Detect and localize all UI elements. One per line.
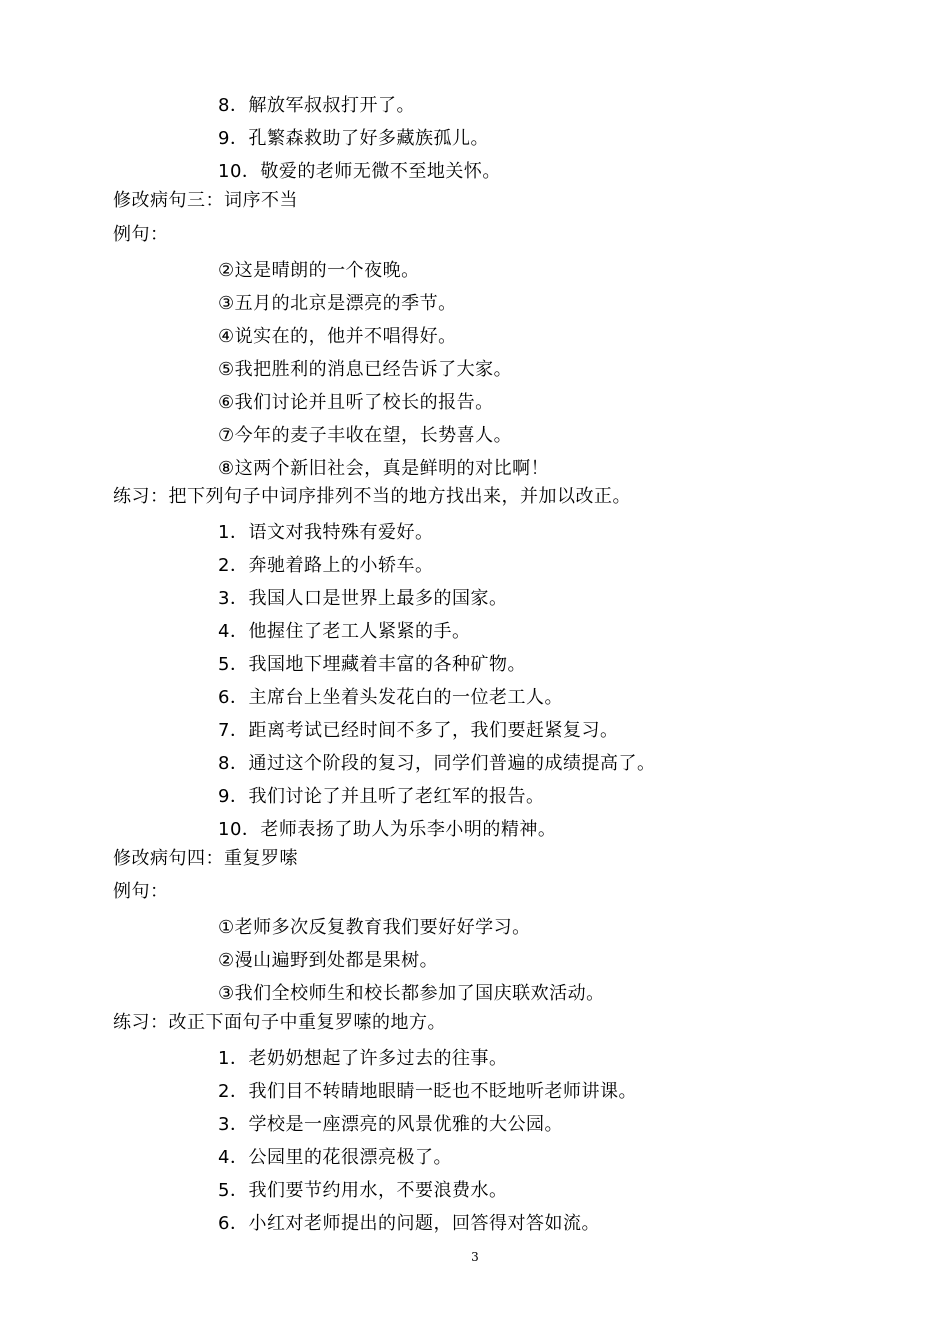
exercise-item: 6．小红对老师提出的问题，回答得对答如流。 bbox=[218, 1213, 600, 1234]
exercise-item: 2．奔驰着路上的小轿车。 bbox=[218, 555, 434, 576]
exercise-label: 练习：改正下面句子中重复罗嗦的地方。 bbox=[113, 1012, 446, 1033]
exercise-item: 1．语文对我特殊有爱好。 bbox=[218, 522, 434, 543]
exercise-item: 10．老师表扬了助人为乐李小明的精神。 bbox=[218, 819, 557, 840]
exercise-item: 5．我国地下埋藏着丰富的各种矿物。 bbox=[218, 654, 526, 675]
example-label: 例句： bbox=[113, 881, 169, 902]
section-heading: 修改病句四：重复罗嗦 bbox=[113, 848, 298, 869]
example-item: ⑧这两个新旧社会，真是鲜明的对比啊！ bbox=[218, 458, 550, 479]
exercise-item: 4．他握住了老工人紧紧的手。 bbox=[218, 621, 471, 642]
page-number: 3 bbox=[471, 1250, 479, 1264]
example-item: ⑥我们讨论并且听了校长的报告。 bbox=[218, 392, 494, 413]
exercise-item: 3．学校是一座漂亮的风景优雅的大公园。 bbox=[218, 1114, 563, 1135]
exercise-label: 练习：把下列句子中词序排列不当的地方找出来，并加以改正。 bbox=[113, 486, 631, 507]
exercise-item: 1．老奶奶想起了许多过去的往事。 bbox=[218, 1048, 508, 1069]
top-item: 10．敬爱的老师无微不至地关怀。 bbox=[218, 161, 501, 182]
example-item: ②漫山遍野到处都是果树。 bbox=[218, 950, 439, 971]
example-item: ⑤我把胜利的消息已经告诉了大家。 bbox=[218, 359, 513, 380]
example-item: ⑦今年的麦子丰收在望，长势喜人。 bbox=[218, 425, 513, 446]
top-item: 9．孔繁森救助了好多藏族孤儿。 bbox=[218, 128, 489, 149]
example-item: ④说实在的，他并不唱得好。 bbox=[218, 326, 457, 347]
exercise-item: 8．通过这个阶段的复习，同学们普遍的成绩提高了。 bbox=[218, 753, 656, 774]
example-label: 例句： bbox=[113, 224, 169, 245]
top-item: 8．解放军叔叔打开了。 bbox=[218, 95, 415, 116]
exercise-item: 3．我国人口是世界上最多的国家。 bbox=[218, 588, 508, 609]
exercise-item: 6．主席台上坐着头发花白的一位老工人。 bbox=[218, 687, 563, 708]
exercise-item: 5．我们要节约用水，不要浪费水。 bbox=[218, 1180, 508, 1201]
example-item: ③我们全校师生和校长都参加了国庆联欢活动。 bbox=[218, 983, 605, 1004]
exercise-item: 4．公园里的花很漂亮极了。 bbox=[218, 1147, 452, 1168]
exercise-item: 7．距离考试已经时间不多了，我们要赶紧复习。 bbox=[218, 720, 619, 741]
exercise-item: 2．我们目不转睛地眼睛一眨也不眨地听老师讲课。 bbox=[218, 1081, 637, 1102]
example-item: ②这是晴朗的一个夜晚。 bbox=[218, 260, 420, 281]
example-item: ③五月的北京是漂亮的季节。 bbox=[218, 293, 457, 314]
example-item: ①老师多次反复教育我们要好好学习。 bbox=[218, 917, 531, 938]
exercise-item: 9．我们讨论了并且听了老红军的报告。 bbox=[218, 786, 545, 807]
section-heading: 修改病句三：词序不当 bbox=[113, 190, 298, 211]
